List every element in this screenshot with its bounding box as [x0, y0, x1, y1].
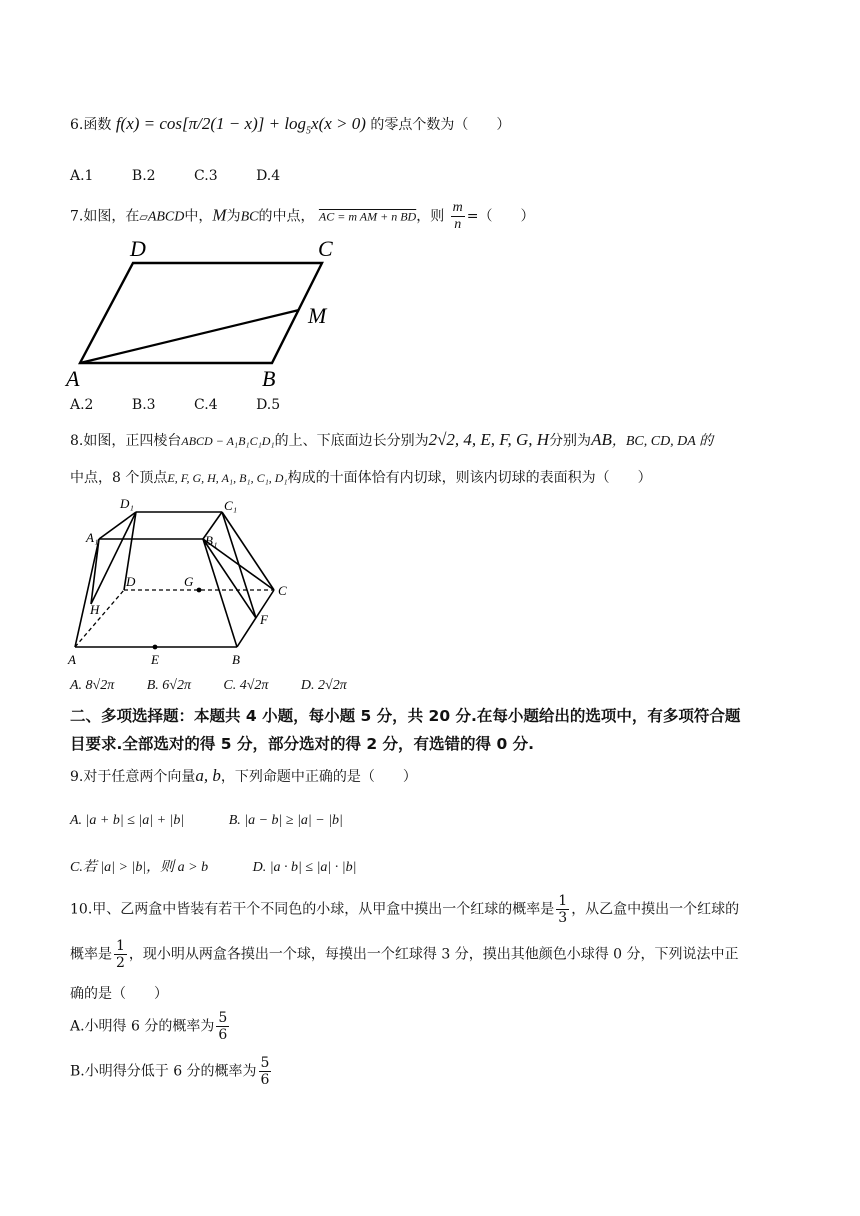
label-c1: C₁ — [224, 498, 238, 513]
q9-suffix: ，下列命题中正确的是（ ） — [220, 769, 417, 785]
q8-line2 — [70, 467, 652, 487]
q10-p1-num: 1 — [558, 893, 568, 909]
q7-text4: ，则 — [416, 208, 445, 225]
q10-option-a[interactable] — [70, 1010, 231, 1043]
q10-option-a-text: A.小明得 6 分的概率为 — [70, 1018, 215, 1035]
q8-figure — [62, 492, 302, 670]
q7-end: =（ ） — [466, 208, 535, 225]
q10-p2-num: 1 — [116, 938, 125, 954]
q7-stem — [70, 200, 535, 233]
point-e — [153, 645, 158, 650]
q7-abcd: ABCD — [147, 209, 185, 225]
label-a1: A₁ — [86, 530, 99, 545]
q10-line2 — [70, 938, 739, 971]
q6-formula-tail: x(x > 0) — [311, 114, 366, 133]
q7-frac-den: n — [454, 217, 462, 232]
q6-log-base: 5 — [306, 125, 312, 137]
q6-suffix: 的零点个数为（ ） — [370, 117, 511, 133]
q8-line2-prefix: 中点，8 个顶点 — [70, 470, 168, 486]
q8-vertices: E, F, G, H, A₁, B₁, C₁, D₁ — [167, 471, 288, 485]
q10-p1-fraction — [556, 893, 569, 926]
label-a: A — [66, 366, 80, 390]
q9-options-cd — [70, 856, 390, 876]
edge-bb1 — [203, 539, 237, 647]
q7-figure — [60, 230, 350, 390]
label-a: A — [68, 652, 76, 667]
q6-options — [70, 168, 314, 184]
q10-line1 — [70, 893, 739, 926]
q10-option-a-num: 5 — [218, 1010, 228, 1026]
q10-p1-den: 3 — [558, 910, 568, 926]
q7-prefix: 7.如图，在 — [70, 208, 140, 225]
q9-option-d[interactable]: D. |a · b| ≤ |a| · |b| — [252, 860, 357, 875]
label-e: E — [151, 652, 159, 667]
label-c: C — [278, 583, 287, 598]
label-b: B — [232, 652, 240, 667]
label-c: C — [318, 236, 333, 261]
section2-line1: 二、多项选择题：本题共 4 小题，每小题 5 分，共 20 分.在每小题给出的选项中，有多项符合题 — [70, 707, 741, 725]
q7-vector-equation: AC = m AM + n BD — [318, 209, 417, 224]
q8-sides: 2√2, 4, E, F, G, H — [428, 430, 550, 449]
q9-option-a[interactable]: A. |a + b| ≤ |a| + |b| — [70, 813, 185, 828]
q10-option-b[interactable] — [70, 1055, 273, 1088]
label-f: F — [260, 612, 268, 627]
q9-option-b[interactable]: B. |a − b| ≥ |a| − |b| — [228, 813, 343, 828]
q8-mid2: 分别为 — [549, 433, 592, 449]
section2-line2: 目要求.全部选对的得 5 分，部分选对的得 2 分，有选错的得 0 分. — [70, 735, 535, 753]
edge-ad-hidden — [75, 590, 124, 647]
q8-option-d[interactable]: D. 2√2π — [300, 678, 347, 693]
q10-line1-prefix: 10.甲、乙两盒中皆装有若干个不同色的小球，从甲盒中摸出一个红球的概率是 — [70, 901, 555, 918]
q10-line2-prefix: 概率是 — [70, 946, 112, 963]
q7-mid: 中， — [184, 208, 213, 225]
q8-option-a[interactable]: A. 8√2π — [70, 678, 115, 693]
label-d: D — [130, 236, 146, 261]
q6-prefix: 6.函数 — [70, 117, 112, 133]
q8-option-c[interactable]: C. 4√2π — [223, 678, 269, 693]
q6-option-b[interactable]: B.2 — [131, 168, 156, 184]
label-b1: B₁ — [205, 533, 218, 548]
q7-bc: BC — [240, 209, 259, 225]
q8-line1-end: ，BC, CD, DA 的 — [611, 434, 714, 449]
q10-option-a-den: 6 — [218, 1027, 228, 1043]
q7-option-c[interactable]: C.4 — [194, 397, 218, 413]
edge-aa1 — [75, 539, 99, 647]
q6-option-a[interactable]: A.1 — [70, 168, 94, 184]
q8-prefix: 8.如图，正四棱台 — [70, 433, 182, 449]
q6-stem — [70, 114, 510, 136]
q7-option-b[interactable]: B.3 — [131, 397, 156, 413]
q6-option-c[interactable]: C.3 — [194, 168, 218, 184]
q10-option-b-den: 6 — [260, 1072, 270, 1088]
q8-option-b[interactable]: B. 6√2π — [146, 678, 191, 693]
label-b: B — [262, 366, 276, 390]
q7-option-d[interactable]: D.5 — [256, 397, 281, 413]
parallelogram-symbol: ▱ — [139, 210, 148, 224]
q10-option-b-num: 5 — [260, 1055, 270, 1071]
q8-line1 — [70, 430, 713, 450]
label-m: M — [308, 303, 327, 328]
q10-option-b-fraction — [259, 1055, 272, 1088]
q8-options — [70, 677, 381, 694]
q7-m: M — [212, 205, 227, 225]
q7-fraction — [451, 200, 465, 233]
q8-mid: 的上、下底面边长分别为 — [274, 433, 429, 449]
q7-frac-num: m — [452, 200, 463, 215]
point-g — [197, 588, 202, 593]
q6-option-d[interactable]: D.4 — [256, 168, 281, 184]
q10-line2-end: ，现小明从两盒各摸出一个球，每摸出一个红球得 3 分，摸出其他颜色小球得 0 分，下列说法中正 — [128, 946, 739, 963]
q10-line3: 确的是（ ） — [70, 986, 168, 1002]
label-h: H — [90, 602, 100, 617]
q8-ab: AB — [591, 430, 612, 449]
q10-p2-fraction — [114, 938, 127, 971]
edge-a1d1 — [99, 512, 136, 539]
q9-stem — [70, 766, 417, 786]
q10-line1-end: ，从乙盒中摸出一个红球的 — [571, 901, 740, 918]
q7-text2: 为 — [226, 208, 241, 225]
q8-line2-end: 构成的十面体恰有内切球，则该内切球的表面积为（ ） — [287, 470, 652, 486]
q9-prefix: 9.对于任意两个向量 — [70, 769, 196, 785]
q7-text3: 的中点， — [258, 208, 315, 225]
q7-options — [70, 397, 314, 413]
q9-vectors: a, b — [195, 766, 221, 785]
label-d: D — [126, 574, 136, 589]
label-g: G — [184, 574, 194, 589]
q7-option-a[interactable]: A.2 — [70, 397, 94, 413]
q9-options-ab — [70, 812, 377, 829]
q10-option-a-fraction — [216, 1010, 229, 1043]
q9-option-c[interactable]: C.若 |a| > |b|，则 a > b — [70, 860, 209, 875]
segment-am — [80, 310, 299, 363]
q6-formula: $f(x) = \cos[\pi/2(1 - x)] + \log_5x(x > 0)$ — [115, 114, 366, 137]
label-d1: D₁ — [120, 496, 134, 511]
q10-p2-den: 2 — [116, 955, 125, 971]
q8-frustum: ABCD − A₁B₁C₁D₁ — [181, 434, 275, 448]
q10-option-b-text: B.小明得分低于 6 分的概率为 — [70, 1063, 257, 1080]
